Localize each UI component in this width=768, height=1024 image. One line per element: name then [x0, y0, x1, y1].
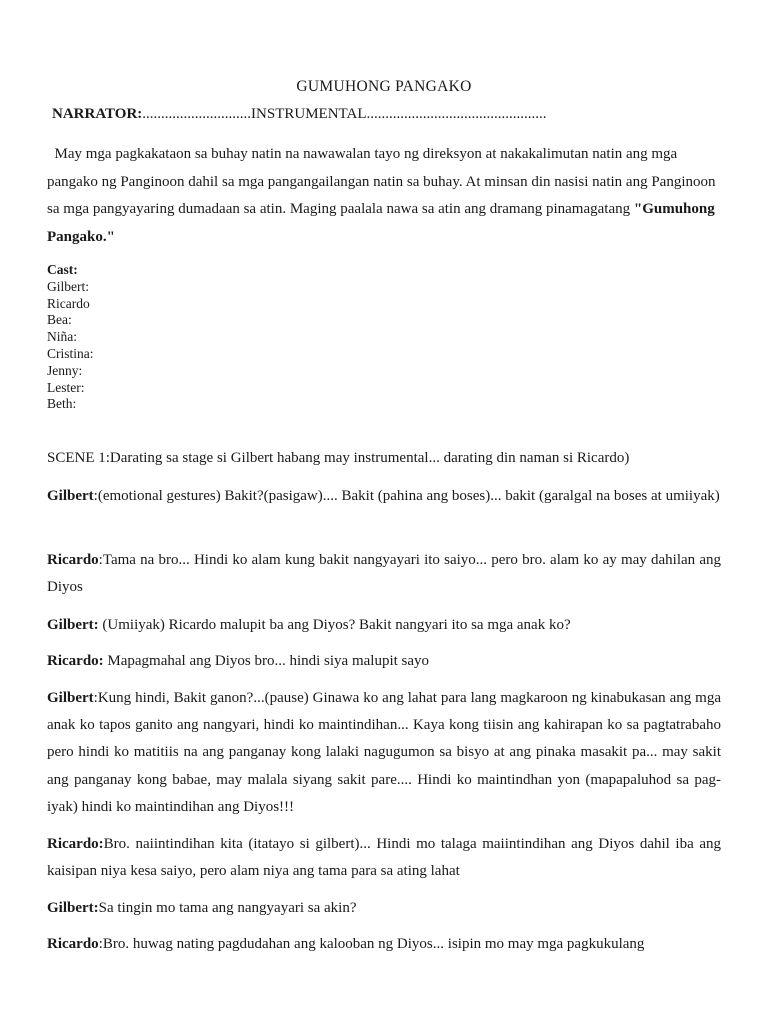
- intro-paragraph: [47, 141, 721, 251]
- intro-text: May mga pagkakataon sa buhay natin na nawawalan tayo ng direksyon at nakakalimutan natin ang mga pangako ng Panginoon dahil sa mga pangangailangan natin sa buhay. At minsan din nasisi natin ang Panginoon sa mga pangyayaring dumadaan sa atin. Maging paalala nawa sa atin ang dramang pinamagatang: [47, 146, 720, 217]
- dialogue-line: [47, 648, 721, 675]
- narrator-cue: INSTRUMENTAL: [251, 106, 367, 122]
- narrator-label: NARRATOR:: [52, 106, 143, 122]
- speaker-name: Gilbert:: [47, 900, 99, 916]
- dialogue-text: Bro. naiintindihan kita (itatayo si gilbert)... Hindi mo talaga maiintindihan ang Diyos dahil iba ang kaisipan niya kesa saiyo, pero alam niya ang tama para sa ating lahat: [47, 836, 721, 880]
- cast-member: Cristina:: [47, 345, 94, 361]
- cast-member: Lester:: [47, 379, 85, 395]
- narrator-line: [52, 106, 547, 123]
- cast-member: Niña:: [47, 329, 77, 345]
- speaker-name: Gilbert:: [47, 617, 99, 633]
- scene-heading: SCENE 1:Darating sa stage si Gilbert habang may instrumental... darating din naman si Ricardo): [47, 450, 630, 466]
- dialogue-text: :Kung hindi, Bakit ganon?...(pause) Ginawa ko ang lahat para lang magkaroon ng kinabukasan ang mga anak ko tapos ganito ang nangyari, hindi ko maintindihan... Kaya kong tiisin ang kahirapan ko sa pagtatrabaho pero hindi ko matitiis na ang panganay kong lalaki nagugumon sa bisyo at ang pinaka masakit pa... may sakit ang panganay kong babae, may malala siyang sakit pare.... Hindi ko maintindhan yon (mapapaluhod sa pag-iyak) hindi ko maintindihan ang Diyos!!!: [47, 690, 721, 815]
- speaker-name: Ricardo:: [47, 836, 104, 852]
- intro-emphasis: "Gumuhong Pangako.": [47, 201, 715, 245]
- cast-member: Bea:: [47, 312, 72, 328]
- cast-heading: Cast:: [47, 262, 78, 277]
- cast-member: Beth:: [47, 396, 77, 412]
- dialogue-text: Mapagmahal ang Diyos bro... hindi siya malupit sayo: [103, 653, 430, 669]
- cast-member: Gilbert:: [47, 278, 89, 294]
- dialogue-line: [47, 547, 721, 601]
- dialogue-line: [47, 895, 721, 922]
- dialogue-line: [47, 612, 721, 639]
- dialogue-text: :(emotional gestures) Bakit?(pasigaw).... Bakit (pahina ang boses)... bakit (garalgal na boses at umiiyak): [93, 488, 720, 504]
- dialogue-text: (Umiiyak) Ricardo malupit ba ang Diyos? Bakit nangyari ito sa mga anak ko?: [98, 617, 571, 633]
- dialogue-text: Sa tingin mo tama ang nangyayari sa akin?: [98, 900, 357, 916]
- dialogue-text: :Tama na bro... Hindi ko alam kung bakit nangyayari ito saiyo... pero bro. alam ko ay may dahilan ang Diyos: [47, 552, 721, 596]
- cast-list: [47, 262, 94, 413]
- speaker-name: Gilbert: [47, 488, 94, 504]
- dialogue-text: :Bro. huwag nating pagdudahan ang kalooban ng Diyos... isipin mo may mga pagkukulang: [98, 936, 645, 952]
- speaker-name: Ricardo: [47, 936, 99, 952]
- dialogue-line: [47, 931, 721, 958]
- dialogue-line: [47, 483, 721, 510]
- cast-member: Ricardo: [47, 295, 90, 311]
- document-title: GUMUHONG PANGAKO: [296, 78, 472, 95]
- dialogue-line: [47, 831, 721, 885]
- speaker-name: Ricardo:: [47, 653, 104, 669]
- dialogue-line: [47, 685, 721, 821]
- speaker-name: Gilbert: [47, 690, 94, 706]
- cast-member: Jenny:: [47, 362, 83, 378]
- narrator-dots-2: ................................................: [366, 106, 547, 122]
- speaker-name: Ricardo: [47, 552, 99, 568]
- narrator-dots-1: .............................: [142, 106, 252, 122]
